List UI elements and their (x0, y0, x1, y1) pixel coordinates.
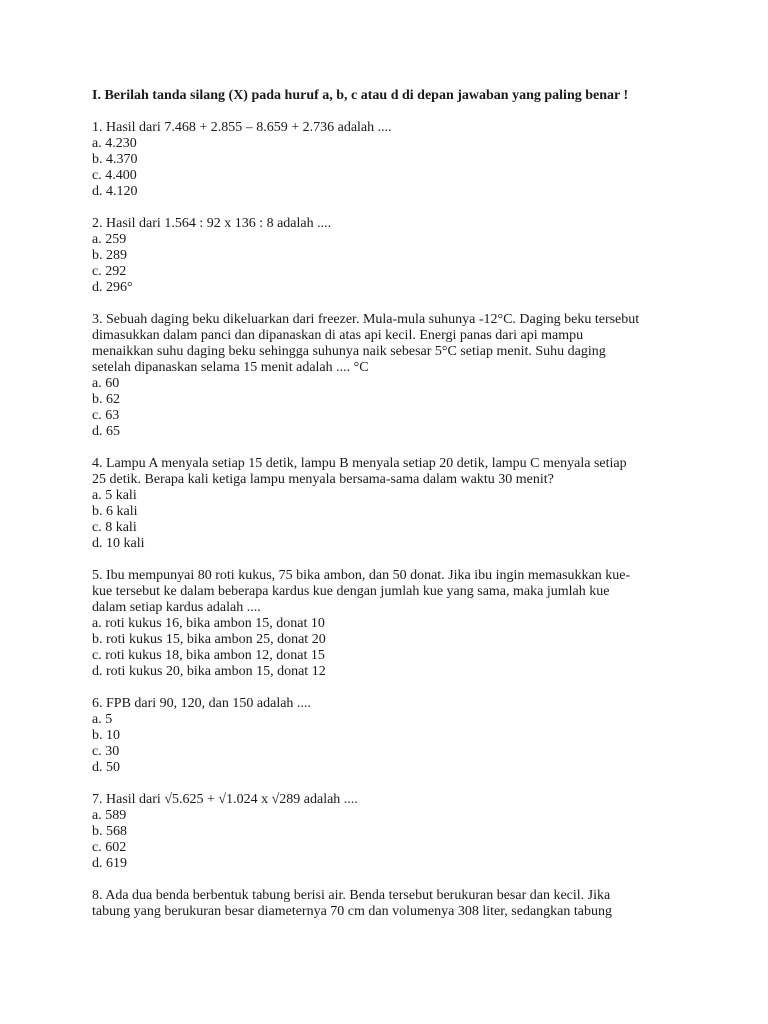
answer-option-a: a. 5 kali (92, 488, 137, 503)
question-text-line: 8. Ada dua benda berbentuk tabung berisi air. Benda tersebut berukuran besar dan kecil. Jika (92, 888, 611, 903)
answer-option-b: b. roti kukus 15, bika ambon 25, donat 20 (92, 632, 326, 647)
question-text-line: 5. Ibu mempunyai 80 roti kukus, 75 bika ambon, dan 50 donat. Jika ibu ingin memasukkan kue- (92, 568, 631, 583)
question-text (92, 216, 692, 232)
question-text-line: 3. Sebuah daging beku dikeluarkan dari freezer. Mula-mula suhunya -12°C. Daging beku tersebut (92, 312, 640, 327)
answer-option-b: b. 62 (92, 392, 120, 407)
answer-option-c: c. 8 kali (92, 520, 137, 535)
answer-option-d: d. 65 (92, 424, 120, 439)
answer-option-c: c. 602 (92, 840, 127, 855)
question-6 (92, 696, 692, 776)
answer-option-a: a. 4.230 (92, 136, 137, 151)
answer-option-b: b. 6 kali (92, 504, 138, 519)
answer-option-c: c. 4.400 (92, 168, 137, 183)
question-text (92, 792, 692, 808)
question-text-line: 4. Lampu A menyala setiap 15 detik, lampu B menyala setiap 20 detik, lampu C menyala setiap (92, 456, 627, 471)
question-text-line: 6. FPB dari 90, 120, dan 150 adalah .... (92, 696, 311, 711)
answer-option-c: c. 292 (92, 264, 127, 279)
answer-option-a: a. 60 (92, 376, 120, 391)
question-text (92, 312, 692, 376)
question-8 (92, 888, 692, 920)
answer-option-b: b. 289 (92, 248, 127, 263)
answer-option-d: d. roti kukus 20, bika ambon 15, donat 12 (92, 664, 326, 679)
answer-option-a: a. 589 (92, 808, 127, 823)
answer-option-d: d. 10 kali (92, 536, 145, 551)
answer-option-a: a. 259 (92, 232, 127, 247)
question-text-line: kue tersebut ke dalam beberapa kardus kue dengan jumlah kue yang sama, maka jumlah kue (92, 584, 610, 599)
answer-option-c: c. roti kukus 18, bika ambon 12, donat 15 (92, 648, 325, 663)
answer-option-b: b. 568 (92, 824, 127, 839)
question-4 (92, 456, 692, 552)
answer-option-d: d. 50 (92, 760, 120, 775)
question-3 (92, 312, 692, 440)
question-1 (92, 120, 692, 200)
question-7 (92, 792, 692, 872)
answer-option-d: d. 296° (92, 280, 133, 295)
question-text (92, 568, 692, 616)
question-text (92, 696, 692, 712)
question-text-line: tabung yang berukuran besar diameternya 70 cm dan volumenya 308 liter, sedangkan tabung (92, 904, 612, 919)
answer-option-c: c. 30 (92, 744, 120, 759)
answer-option-a: a. 5 (92, 712, 113, 727)
question-text-line: setelah dipanaskan selama 15 menit adalah .... °C (92, 360, 369, 375)
question-text (92, 120, 692, 136)
question-text-line: 7. Hasil dari √5.625 + √1.024 x √289 adalah .... (92, 792, 358, 807)
answer-option-c: c. 63 (92, 408, 120, 423)
question-list (92, 120, 692, 920)
question-text-line: 25 detik. Berapa kali ketiga lampu menyala bersama-sama dalam waktu 30 menit? (92, 472, 554, 487)
question-2 (92, 216, 692, 296)
question-text (92, 888, 692, 920)
question-text-line: dalam setiap kardus adalah .... (92, 600, 261, 615)
answer-option-b: b. 10 (92, 728, 120, 743)
answer-option-a: a. roti kukus 16, bika ambon 15, donat 10 (92, 616, 325, 631)
question-text-line: 2. Hasil dari 1.564 : 92 x 136 : 8 adalah .... (92, 216, 332, 231)
question-text-line: dimasukkan dalam panci dan dipanaskan di atas api kecil. Energi panas dari api mampu (92, 328, 584, 343)
question-text-line: 1. Hasil dari 7.468 + 2.855 – 8.659 + 2.736 adalah .... (92, 120, 392, 135)
answer-option-d: d. 619 (92, 856, 127, 871)
instruction-heading: I. Berilah tanda silang (X) pada huruf a, b, c atau d di depan jawaban yang paling benar ! (92, 88, 629, 103)
question-5 (92, 568, 692, 680)
answer-option-b: b. 4.370 (92, 152, 138, 167)
answer-option-d: d. 4.120 (92, 184, 138, 199)
question-text (92, 456, 692, 488)
document-page (92, 88, 692, 936)
question-text-line: menaikkan suhu daging beku sehingga suhunya naik sebesar 5°C setiap menit. Suhu daging (92, 344, 606, 359)
